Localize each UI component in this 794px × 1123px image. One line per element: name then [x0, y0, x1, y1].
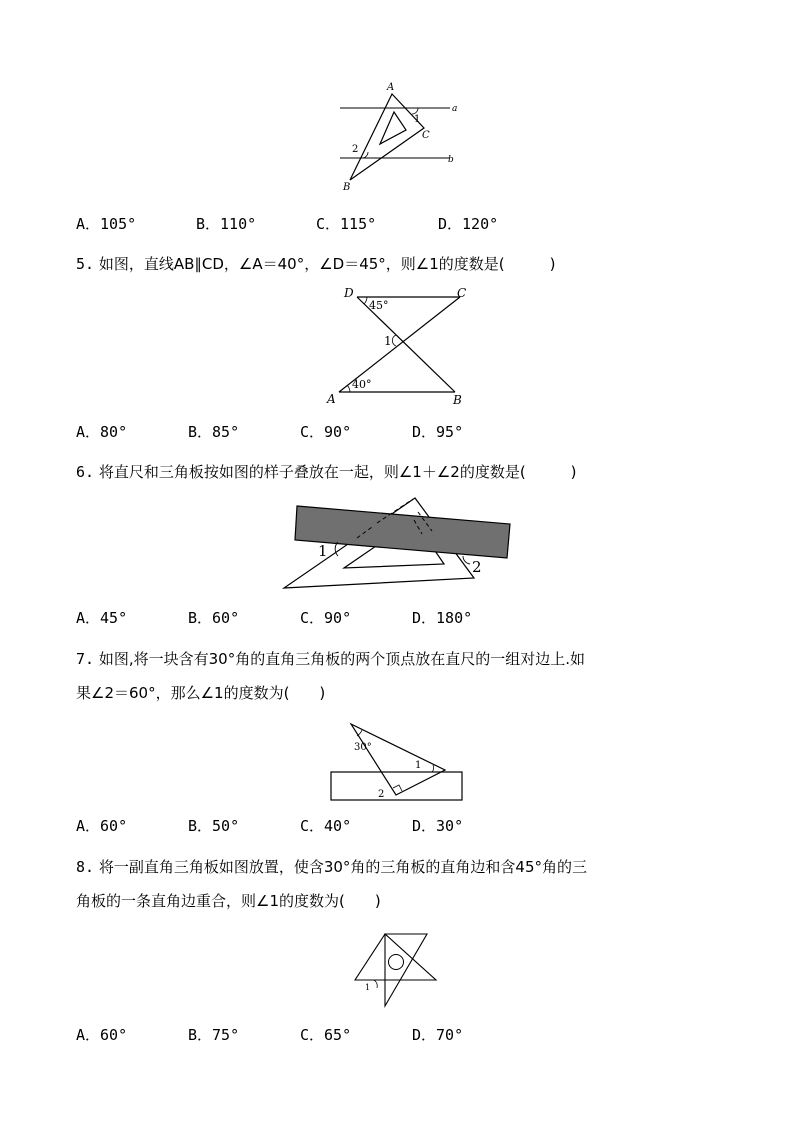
q8-option-c[interactable]: C．65° [300, 1026, 352, 1044]
q8-number: 8. [76, 858, 95, 876]
q4-option-d[interactable]: D．120° [438, 215, 499, 233]
q4-figure [330, 78, 470, 198]
q5-label-40: 40° [352, 378, 372, 391]
q6-label-1: 1 [318, 542, 328, 560]
q7-option-c[interactable]: C．40° [300, 817, 352, 835]
q8-line-1 [76, 850, 726, 884]
q7-stem [76, 642, 726, 710]
q8-stem [76, 850, 726, 918]
q8-text-line2: 角板的一条直角边重合，则∠1的度数为( ) [76, 892, 381, 910]
q5-text: 如图，直线AB∥CD，∠A＝40°，∠D＝45°，则∠1的度数是( ) [98, 255, 556, 273]
q5-label-45: 45° [369, 299, 389, 312]
q7-option-d[interactable]: D．30° [412, 817, 464, 835]
q7-option-b[interactable]: B．50° [188, 817, 240, 835]
q7-label-30: 30° [354, 742, 372, 753]
q5-label-C: C [457, 286, 467, 300]
q4-option-a[interactable]: A．105° [76, 215, 137, 233]
q6-option-c[interactable]: C．90° [300, 609, 352, 627]
q8-option-b[interactable]: B．75° [188, 1026, 240, 1044]
q8-text-line1: 将一副直角三角板如图放置，使含30°角的三角板的直角边和含45°角的三 [98, 858, 588, 876]
q7-label-2: 2 [378, 789, 385, 800]
q8-option-a[interactable]: A．60° [76, 1026, 128, 1044]
q5-option-c[interactable]: C．90° [300, 423, 352, 441]
q7-option-a[interactable]: A．60° [76, 817, 128, 835]
q4-label-b: b [448, 155, 454, 165]
q7-figure [326, 718, 471, 808]
q4-label-A: A [387, 82, 395, 93]
q8-figure [352, 926, 442, 1011]
q5-figure [322, 283, 482, 408]
q4-option-c[interactable]: C．115° [316, 215, 377, 233]
q7-line-1 [76, 642, 726, 676]
q5-number: 5. [76, 255, 95, 273]
q6-text: 将直尺和三角板按如图的样子叠放在一起，则∠1＋∠2的度数是( ) [98, 463, 577, 481]
q7-text-line2: 果∠2＝60°，那么∠1的度数为( ) [76, 684, 326, 702]
q8-label-1: 1 [365, 983, 371, 992]
q6-stem [76, 455, 726, 489]
q8-option-d[interactable]: D．70° [412, 1026, 464, 1044]
q5-label-D: D [344, 286, 354, 300]
q5-label-1: 1 [384, 334, 392, 348]
q6-label-2: 2 [472, 558, 482, 576]
q6-figure [280, 494, 520, 594]
q4-label-a: a [452, 104, 458, 114]
q6-option-a[interactable]: A．45° [76, 609, 128, 627]
q4-label-2: 2 [352, 144, 359, 155]
q5-label-B: B [453, 393, 462, 407]
q6-number: 6. [76, 463, 95, 481]
q5-label-A: A [327, 392, 336, 406]
q4-option-b[interactable]: B．110° [196, 215, 257, 233]
q6-option-b[interactable]: B．60° [188, 609, 240, 627]
q5-option-d[interactable]: D．95° [412, 423, 464, 441]
q7-number: 7. [76, 650, 95, 668]
q5-stem [76, 247, 726, 281]
q7-label-1: 1 [415, 760, 422, 771]
q6-option-d[interactable]: D．180° [412, 609, 473, 627]
q4-label-C: C [422, 130, 430, 141]
q4-label-1: 1 [414, 114, 421, 125]
q5-option-b[interactable]: B．85° [188, 423, 240, 441]
q4-label-B: B [343, 182, 351, 193]
q5-option-a[interactable]: A．80° [76, 423, 128, 441]
q7-text-line1: 如图,将一块含有30°角的直角三角板的两个顶点放在直尺的一组对边上.如 [98, 650, 585, 668]
